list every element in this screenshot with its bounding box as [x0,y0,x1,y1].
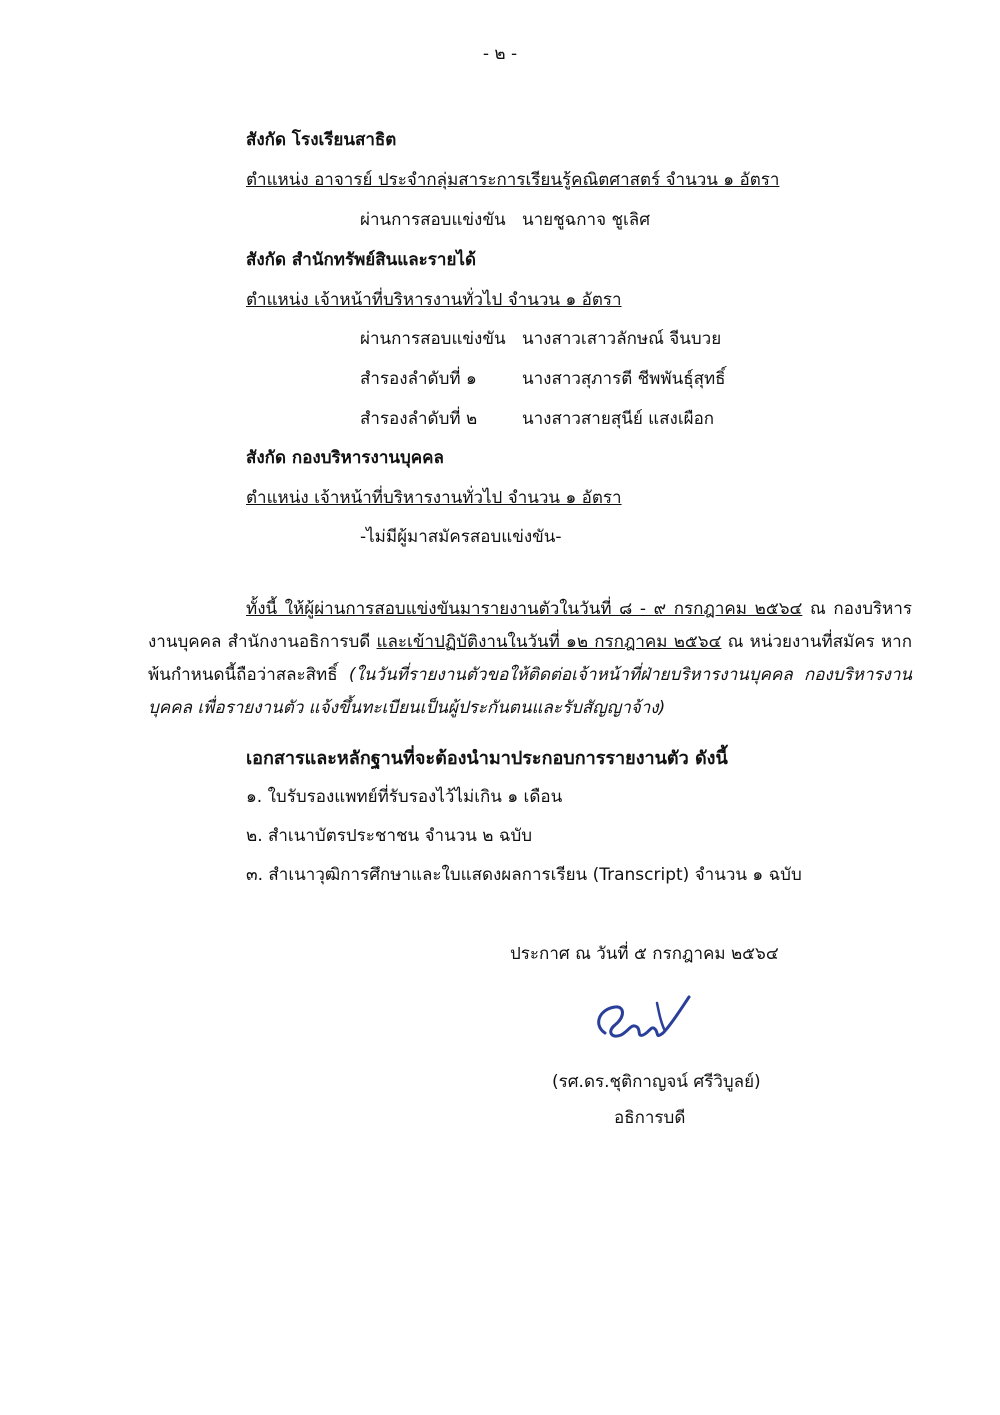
signatory-title: อธิการบดี [614,1108,686,1128]
affiliation-personnel-division: สังกัด กองบริหารงานบุคคล [246,448,444,468]
report-location: ณ กองบริหารงานบุคคล สำนักงานอธิการบดี [148,599,913,652]
document-item: ๑. ใบรับรองแพทย์ที่รับรองไว้ไม่เกิน ๑ เดือน [246,787,563,807]
result-label: ผ่านการสอบแข่งขัน [360,329,506,349]
signature-image [585,985,715,1055]
start-work-date: และเข้าปฏิบัติงานในวันที่ ๑๒ กรกฎาคม ๒๕๖๔ [376,632,722,652]
position-math-teacher: ตำแหน่ง อาจารย์ ประจำกลุ่มสาระการเรียนรู้คณิตศาสตร์ จำนวน ๑ อัตรา [246,170,780,190]
report-dates: ทั้งนี้ ให้ผู้ผ่านการสอบแข่งขันมารายงานตัวในวันที่ ๘ - ๙ กรกฎาคม ๒๕๖๔ [246,599,803,619]
contact-instructions: (ในวันที่รายงานตัวขอให้ติดต่อเจ้าหน้าที่ฝ่ายบริหารงานบุคคล กองบริหารงานบุคคล เพื่อรายงานตัว แจ้งขึ้นทะเบียนเป็นผู้ประกันตนและรับสัญญาจ้าง) [148,665,912,718]
affiliation-demonstration-school: สังกัด โรงเรียนสาธิต [246,130,397,150]
no-applicant-note: -ไม่มีผู้มาสมัครสอบแข่งขัน- [360,527,562,547]
documents-heading: เอกสารและหลักฐานที่จะต้องนำมาประกอบการรายงานตัว ดังนี้ [246,748,728,769]
candidate-name: นางสาวสายสุนีย์ แสงเผือก [522,409,715,429]
result-label: ผ่านการสอบแข่งขัน [360,210,506,230]
notice-paragraph [148,593,912,725]
document-item: ๓. สำเนาวุฒิการศึกษาและใบแสดงผลการเรียน (Transcript) จำนวน ๑ ฉบับ [246,865,802,885]
reserve-label: สำรองลำดับที่ ๑ [360,369,477,389]
signatory-name: (รศ.ดร.ชุติกาญจน์ ศรีวิบูลย์) [552,1072,761,1092]
position-general-admin: ตำแหน่ง เจ้าหน้าที่บริหารงานทั่วไป จำนวน ๑ อัตรา [246,290,622,310]
document-item: ๒. สำเนาบัตรประชาชน จำนวน ๒ ฉบับ [246,826,533,846]
affiliation-property-office: สังกัด สำนักทรัพย์สินและรายได้ [246,250,476,270]
candidate-name: นางสาวสุภารตี ชีพพันธุ์สุทธิ์ [522,369,726,389]
candidate-name: นายชูฉกาจ ชูเลิศ [522,210,651,230]
reserve-label: สำรองลำดับที่ ๒ [360,409,478,429]
position-general-admin: ตำแหน่ง เจ้าหน้าที่บริหารงานทั่วไป จำนวน ๑ อัตรา [246,488,622,508]
announcement-date: ประกาศ ณ วันที่ ๕ กรกฎาคม ๒๕๖๔ [510,944,779,964]
work-location: ณ หน่วยงานที่สมัคร หากพ้นกำหนดนี้ถือว่าสละสิทธิ์ [148,632,912,685]
page-number: - ๒ - [482,44,518,64]
candidate-name: นางสาวเสาวลักษณ์ จีนบวย [522,329,722,349]
